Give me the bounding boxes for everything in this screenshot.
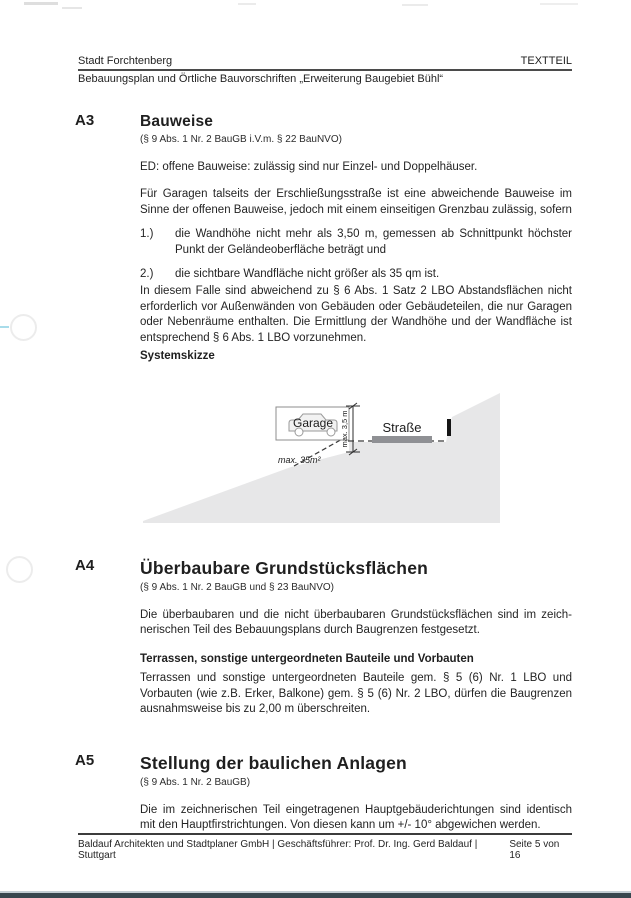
section-legal: (§ 9 Abs. 1 Nr. 2 BauGB) (140, 777, 251, 788)
section-number: A4 (75, 557, 95, 574)
scan-artifact (238, 3, 256, 5)
scan-artifact (62, 7, 82, 9)
scan-artifact (0, 326, 9, 328)
section-a5 (75, 752, 572, 834)
section-legal: (§ 9 Abs. 1 Nr. 2 BauGB und § 23 BauNVO) (140, 582, 334, 593)
scan-artifact (24, 2, 58, 5)
paragraph: ED: offene Bauweise: zulässig sind nur Einzel- und Doppelhäuser. (140, 161, 478, 173)
subheading: Terrassen, sonstige untergeordneten Bauteile und Vorbauten (140, 652, 474, 665)
bottom-scan-bar (0, 891, 631, 898)
hole-punch-mark (10, 314, 37, 341)
list-item (140, 227, 572, 258)
sketch-label: Systemskizze (140, 350, 215, 363)
hole-punch-mark (6, 556, 33, 583)
section-title: Überbaubare Grundstücksflächen (140, 558, 429, 578)
header-subtitle: Bebauungsplan und Örtliche Bauvorschriften „Erweiterung Baugebiet Bühl“ (78, 73, 444, 85)
section-number: A3 (75, 112, 95, 129)
list-item-text: die Wandhöhe nicht mehr als 3,50 m, gemessen ab Schnittpunkt höchster Punkt der Geländeoberfläche beträgt und (175, 228, 572, 256)
paragraph: Terrassen und sonstige untergeordneten Bauteile gem. § 5 (6) Nr. 1 LBO und Vorbauten (wie z.B. Erker, Balkone) gem. § 5 (6) Nr. 2 LBO, dürfen die Baugrenzen ausnahmsweise bis zu 2,00 m überschreiten. (140, 672, 572, 716)
page-footer (78, 833, 572, 861)
street-label: Straße (382, 420, 422, 435)
section-a4 (75, 557, 572, 717)
section-legal: (§ 9 Abs. 1 Nr. 2 BauGB i.V.m. § 22 BauNVO) (140, 134, 342, 145)
wall-marker (447, 419, 451, 436)
system-sketch-diagram (143, 357, 500, 523)
section-title: Stellung der baulichen Anlagen (140, 753, 407, 773)
list-item-text: die sichtbare Wandfläche nicht größer als 35 qm ist. (175, 268, 440, 281)
area-label: max. 35m² (278, 455, 321, 465)
list-item-number: 2.) (140, 268, 154, 281)
header-right-text: TEXTTEIL (520, 55, 572, 67)
footer-page-number: Seite 5 von 16 (509, 839, 560, 861)
section-number: A5 (75, 752, 95, 769)
list-item (140, 267, 572, 282)
scan-artifact (402, 4, 428, 6)
section-title: Bauweise (140, 113, 214, 130)
height-dimension-label: max. 3,5 m (340, 410, 349, 448)
garage-label: Garage (292, 416, 334, 430)
paragraph: Für Garagen talseits der Erschließungsstraße ist eine abweichende Bauweise im Sinne der offenen Bauweise, jedoch mit einem einseitigen Grenzbau zulässig, sofern (140, 188, 572, 216)
header-left-text: Stadt Forchtenberg (78, 55, 173, 67)
page-header (78, 55, 572, 85)
paragraph: Die überbaubaren und die nicht überbaubaren Grundstücksflächen sind im zeichnerischen Teil des Bebauungsplans durch Baugrenzen festgesetzt. (140, 609, 572, 637)
system-sketch-svg (143, 357, 500, 523)
numbered-list (140, 227, 572, 282)
footer-left-text: Baldauf Architekten und Stadtplaner GmbH | Geschäftsführer: Prof. Dr. Ing. Gerd Baldauf | Stuttgart (78, 839, 478, 861)
paragraph: In diesem Falle sind abweichend zu § 6 Abs. 1 Satz 2 LBO Abstandsflächen nicht erforderlich vor Außenwänden von Gebäuden oder Gebäudeteilen, die nur Garagen oder Nebenräume enthalten. Die Ermittlung der Wandhöhe und der Wandfläche ist entsprechend § 6 Abs. 1 LBO vorzunehmen. (140, 285, 572, 344)
section-a3 (75, 112, 572, 364)
scan-artifact (540, 3, 578, 5)
road-bar (372, 436, 432, 443)
paragraph: Die im zeichnerischen Teil eingetragenen Hauptgebäuderichtungen sind identisch mit den Hauptfirstrichtungen. Von diesen kann um +/- 10° abgewichen werden. (140, 804, 572, 832)
list-item-number: 1.) (140, 228, 154, 241)
